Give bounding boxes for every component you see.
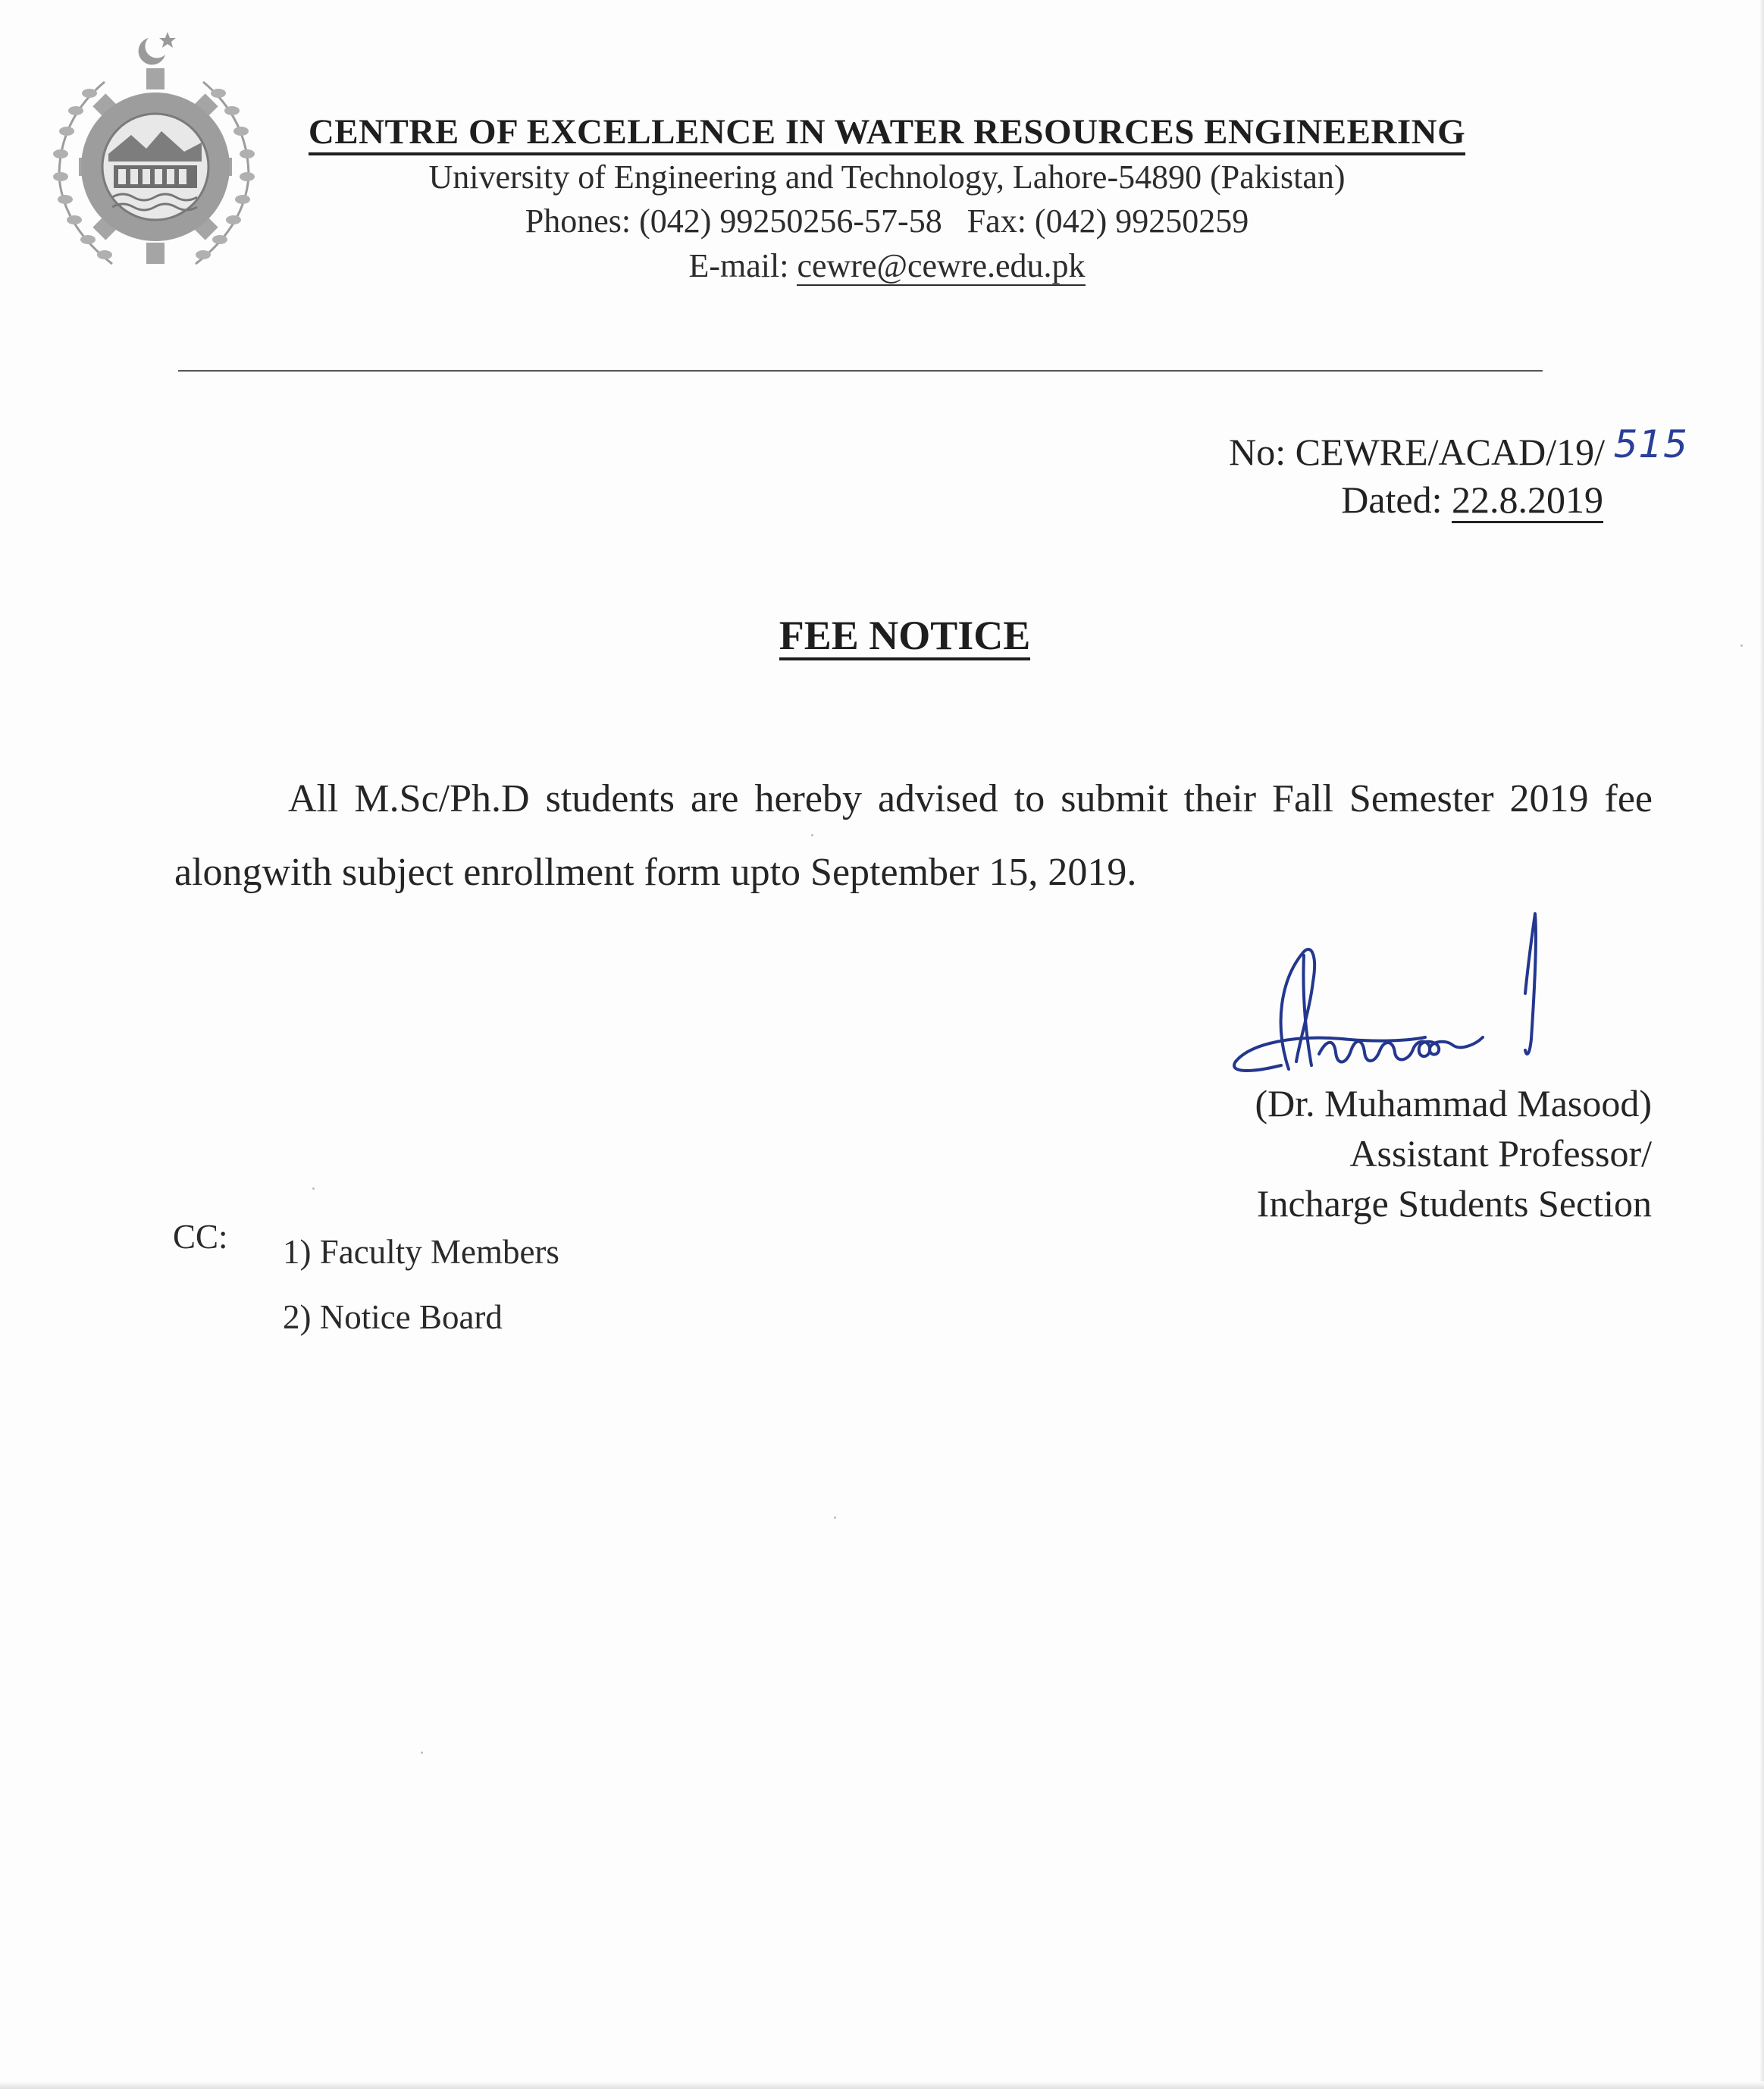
reference-block xyxy=(1229,422,1688,523)
phone-fax-line: Phones: (042) 99250256-57-58 Fax: (042) 99250259 xyxy=(525,202,1249,240)
cc-label: CC: xyxy=(173,1218,228,1256)
scan-right-edge xyxy=(1759,0,1764,2089)
scan-speck xyxy=(811,834,813,836)
handwritten-signature xyxy=(1228,910,1607,1092)
cc-list xyxy=(283,1219,559,1350)
scan-speck xyxy=(1741,645,1743,647)
signatory-name: (Dr. Muhammad Masood) xyxy=(1255,1082,1652,1124)
cc-item-notice-board: 2) Notice Board xyxy=(283,1298,503,1336)
signatory-designation: Assistant Professor/ xyxy=(1349,1132,1652,1175)
date-line xyxy=(1229,476,1603,524)
scan-speck xyxy=(421,1752,423,1754)
scan-bottom-edge xyxy=(0,2081,1764,2089)
signatory-block xyxy=(1255,1078,1652,1228)
handwritten-reference-number: 515 xyxy=(1613,422,1688,466)
notice-title-container xyxy=(0,614,1764,660)
date-value: 22.8.2019 xyxy=(1452,478,1603,523)
email-label: E-mail: xyxy=(688,246,797,284)
header-divider xyxy=(178,370,1543,372)
address-line: University of Engineering and Technology, Lahore-54890 (Pakistan) xyxy=(428,158,1346,196)
university-logo xyxy=(29,21,279,279)
email-line xyxy=(288,244,1486,288)
scan-speck xyxy=(312,1187,315,1190)
scan-speck xyxy=(834,1517,836,1519)
cc-item-faculty-members: 1) Faculty Members xyxy=(283,1233,559,1271)
email-link[interactable]: cewre@cewre.edu.pk xyxy=(797,246,1086,284)
notice-title: FEE NOTICE xyxy=(779,614,1031,660)
signatory-section: Incharge Students Section xyxy=(1256,1182,1652,1225)
reference-number-line xyxy=(1229,422,1688,476)
letterhead xyxy=(288,114,1486,288)
date-label: Dated: xyxy=(1341,478,1452,521)
organization-name: CENTRE OF EXCELLENCE IN WATER RESOURCES ENGINEERING xyxy=(309,114,1465,155)
reference-number: No: CEWRE/ACAD/19/ xyxy=(1229,431,1605,473)
notice-body: All M.Sc/Ph.D students are hereby advised to submit their Fall Semester 2019 fee alongwith subject enrollment form upto September 15, 2019. xyxy=(174,777,1653,894)
